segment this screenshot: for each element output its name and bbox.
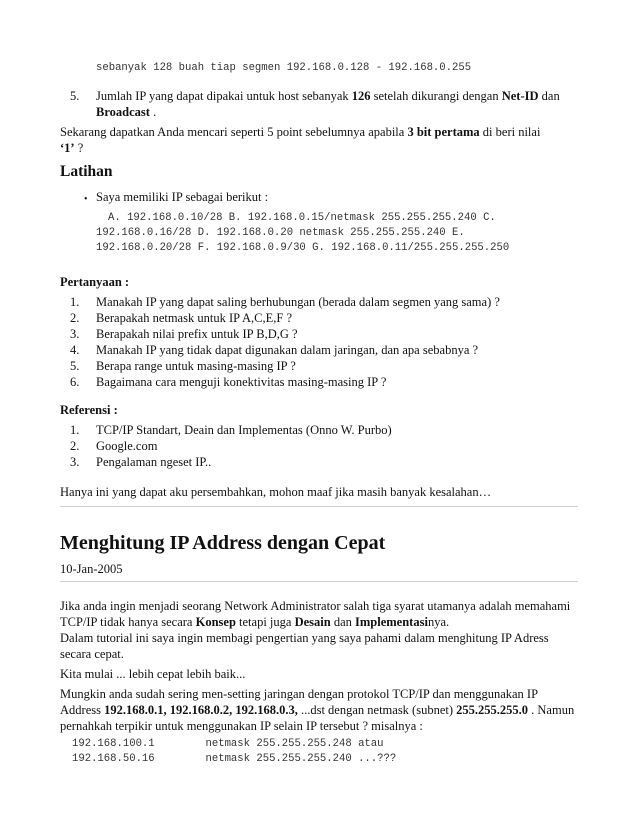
list-number: 4.: [70, 343, 80, 357]
bullet-icon: •: [84, 194, 88, 205]
list-number: 2.: [70, 439, 80, 453]
section-heading-latihan: Latihan: [60, 163, 113, 180]
section-heading-pertanyaan: Pertanyaan :: [60, 275, 130, 289]
code-line: 192.168.0.20/28 F. 192.168.0.9/30 G. 192.168.0.11/255.255.255.250: [96, 242, 510, 254]
code-line: sebanyak 128 buah tiap segmen 192.168.0.128 - 192.168.0.255: [96, 62, 472, 74]
list-number: 5.: [70, 359, 80, 373]
code-line: 192.168.0.16/28 D. 192.168.0.20 netmask 255.255.255.240 E.: [96, 227, 465, 239]
list-item: Berapakah netmask untuk IP A,C,E,F ?: [96, 311, 293, 325]
closing-text: Hanya ini yang dapat aku persembahkan, mohon maaf jika masih banyak kesalahan…: [60, 485, 492, 499]
article-date: 10-Jan-2005: [60, 562, 123, 576]
list-number: 6.: [70, 375, 80, 389]
paragraph-line: secara cepat.: [60, 647, 124, 661]
paragraph-line: Kita mulai ... lebih cepat lebih baik...: [60, 667, 246, 681]
list-item-5: Jumlah IP yang dapat dipakai untuk host sebanyak 126 setelah dikurangi dengan Net-ID dan: [96, 89, 560, 103]
list-number: 5.: [70, 89, 80, 103]
list-item: Google.com: [96, 439, 158, 453]
list-number: 1.: [70, 295, 80, 309]
paragraph-line: Jika anda ingin menjadi seorang Network Administrator salah tiga syarat utamanya adalah memahami: [60, 599, 571, 613]
list-item: Manakah IP yang tidak dapat digunakan dalam jaringan, dan apa sebabnya ?: [96, 343, 479, 357]
divider: [60, 581, 578, 582]
paragraph-line: Mungkin anda sudah sering men-setting jaringan dengan protokol TCP/IP dan menggunakan IP: [60, 687, 539, 701]
paragraph-line: TCP/IP tidak hanya secara Konsep tetapi juga Desain dan Implementasinya.: [60, 615, 450, 629]
list-item: Manakah IP yang dapat saling berhubungan (berada dalam segmen yang sama) ?: [96, 295, 500, 309]
code-line: 192.168.50.16 netmask 255.255.255.240 ...???: [72, 753, 397, 765]
list-item: TCP/IP Standart, Deain dan Implementas (Onno W. Purbo): [96, 423, 392, 437]
section-heading-referensi: Referensi :: [60, 403, 118, 417]
list-number: 3.: [70, 327, 80, 341]
list-number: 2.: [70, 311, 80, 325]
divider: [60, 506, 578, 507]
list-item: Berapakah nilai prefix untuk IP B,D,G ?: [96, 327, 298, 341]
list-number: 1.: [70, 423, 80, 437]
list-item: Berapa range untuk masing-masing IP ?: [96, 359, 296, 373]
article-title: Menghitung IP Address dengan Cepat: [60, 532, 386, 554]
list-number: 3.: [70, 455, 80, 469]
paragraph-line: Dalam tutorial ini saya ingin membagi pengertian yang saya pahami dalam menghitung IP Adress: [60, 631, 549, 645]
list-item: Pengalaman ngeset IP..: [96, 455, 212, 469]
paragraph-line: pernahkah terpikir untuk menggunakan IP selain IP tersebut ? misalnya :: [60, 719, 423, 733]
instruction-text: Sekarang dapatkan Anda mencari seperti 5 point sebelumnya apabila 3 bit pertama di beri nilai: [60, 125, 541, 139]
list-item-5-cont: Broadcast .: [96, 105, 157, 119]
paragraph-line: Address 192.168.0.1, 192.168.0.2, 192.168.0.3, ...dst dengan netmask (subnet) 255.255.255.0 . Namun: [60, 703, 575, 717]
code-line: A. 192.168.0.10/28 B. 192.168.0.15/netmask 255.255.255.240 C.: [108, 212, 496, 224]
instruction-text-cont: ‘1’ ?: [60, 141, 84, 155]
code-line: 192.168.100.1 netmask 255.255.255.248 atau: [72, 738, 384, 750]
list-item: Bagaimana cara menguji konektivitas masing-masing IP ?: [96, 375, 387, 389]
bullet-text: Saya memiliki IP sebagai berikut :: [96, 190, 269, 204]
